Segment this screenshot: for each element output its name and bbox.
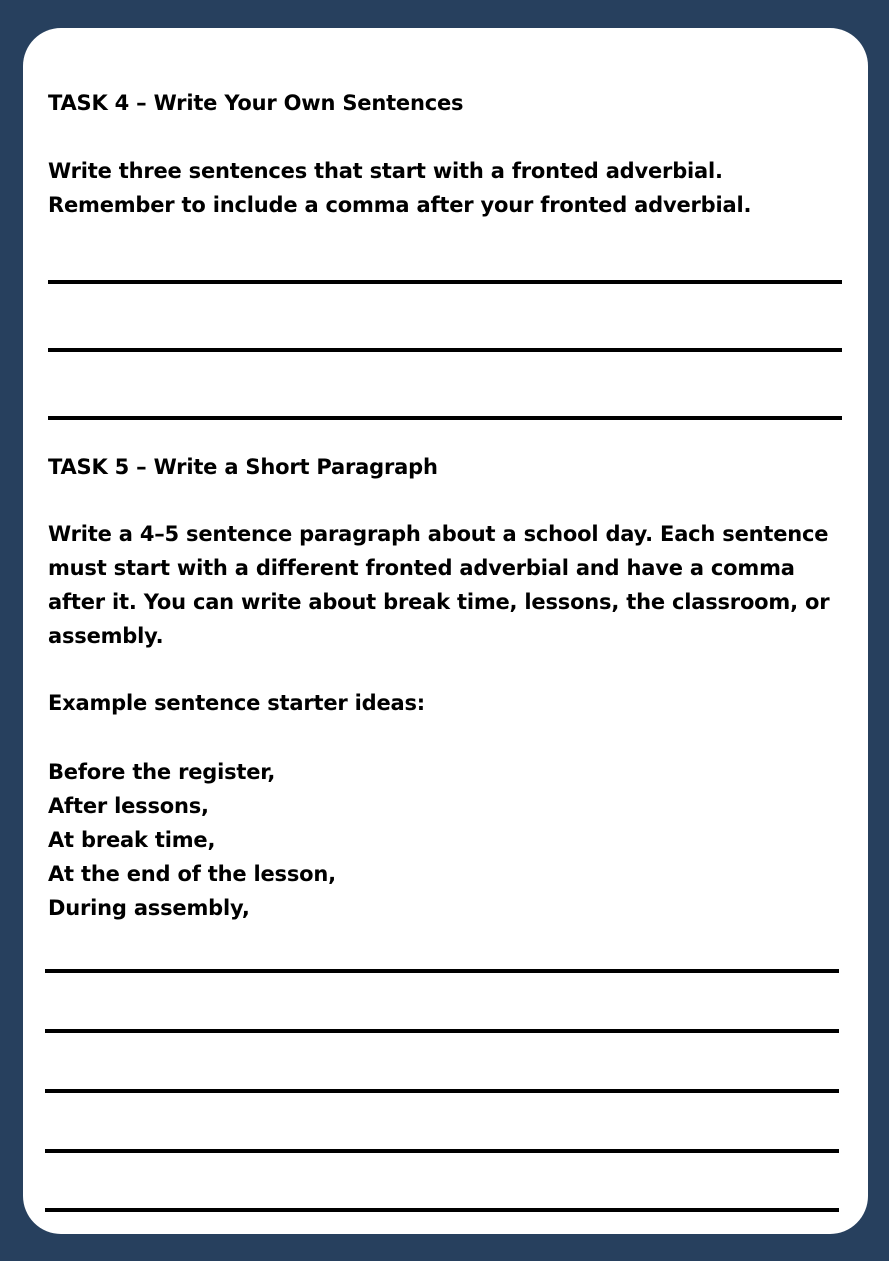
starter-ideas-heading: Example sentence starter ideas: [48, 691, 426, 715]
task5-answer-line-1[interactable] [45, 969, 839, 973]
task5-instruction-line-1: Write a 4–5 sentence paragraph about a school day. Each sentence [48, 522, 829, 546]
task5-instruction-line-3: after it. You can write about break time, lessons, the classroom, or [48, 590, 830, 614]
task5-answer-line-5[interactable] [45, 1208, 839, 1212]
worksheet-page [23, 28, 868, 1234]
task5-answer-line-3[interactable] [45, 1089, 839, 1093]
task5-answer-line-2[interactable] [45, 1029, 839, 1033]
task4-instruction-line-1: Write three sentences that start with a fronted adverbial. [48, 159, 723, 183]
starter-idea-3: At break time, [48, 828, 216, 852]
task4-instruction-line-2: Remember to include a comma after your fronted adverbial. [48, 193, 752, 217]
task4-answer-line-1[interactable] [48, 280, 842, 284]
task4-answer-line-2[interactable] [48, 348, 842, 352]
task4-answer-line-3[interactable] [48, 416, 842, 420]
task5-heading: TASK 5 – Write a Short Paragraph [48, 455, 438, 479]
task5-answer-line-4[interactable] [45, 1149, 839, 1153]
starter-idea-2: After lessons, [48, 794, 209, 818]
starter-idea-5: During assembly, [48, 896, 250, 920]
task5-instruction-line-2: must start with a different fronted adverbial and have a comma [48, 556, 795, 580]
task4-heading: TASK 4 – Write Your Own Sentences [48, 91, 464, 115]
starter-idea-1: Before the register, [48, 760, 276, 784]
starter-idea-4: At the end of the lesson, [48, 862, 336, 886]
task5-instruction-line-4: assembly. [48, 624, 164, 648]
